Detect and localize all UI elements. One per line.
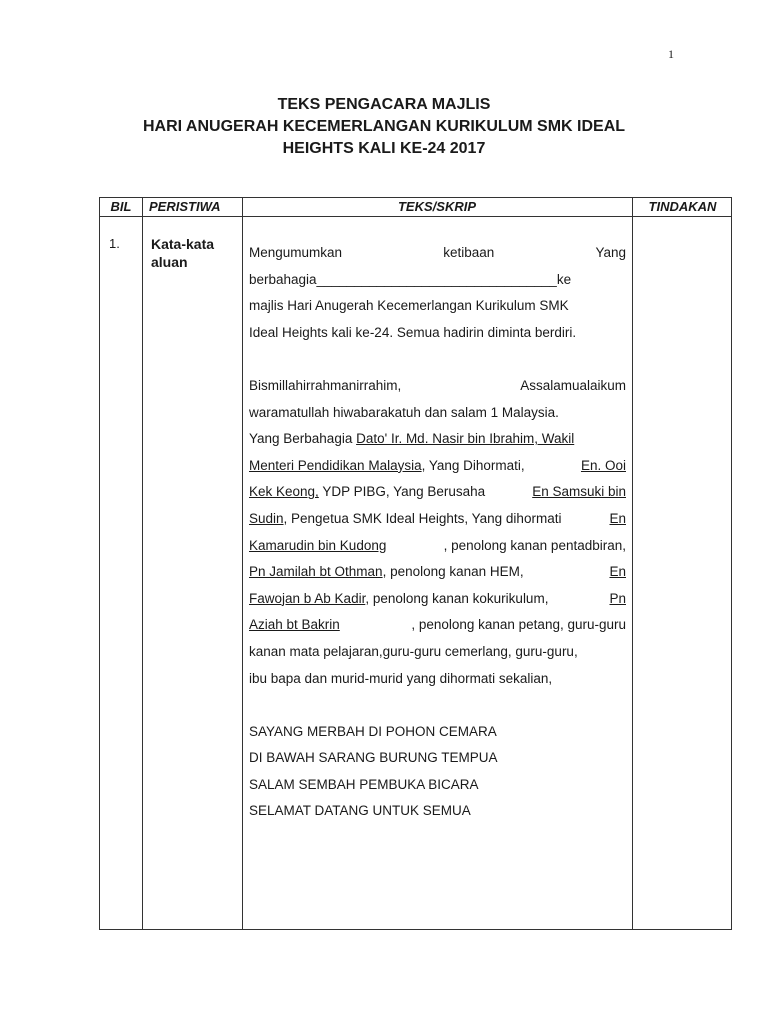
script-line: berbahagia________________________________ke (249, 271, 572, 287)
column-divider (142, 198, 143, 929)
event-name (151, 235, 239, 271)
pantun-line: SAYANG MERBAH DI POHON CEMARA (249, 723, 497, 739)
script-table (99, 197, 732, 930)
text: , Yang Dihormati, (421, 457, 525, 473)
dignitary-name: En (609, 510, 626, 526)
script-line (249, 506, 626, 533)
script-line (249, 533, 626, 560)
paragraph-gap (249, 346, 626, 373)
event-name-line: Kata-kata (151, 236, 215, 252)
pantun-line: SELAMAT DATANG UNTUK SEMUA (249, 803, 471, 819)
script-line: ibu bapa dan murid-murid yang dihormati sekalian, (249, 670, 553, 686)
script-line (249, 479, 626, 506)
text: YDP PIBG, Yang Berusaha (318, 484, 486, 500)
text: Yang Berbahagia (249, 431, 357, 447)
dignitary-name: En Samsuki bin (532, 484, 626, 500)
text: , penolong kanan kokurikulum, (365, 590, 549, 606)
word: Yang (595, 245, 626, 260)
word: Bismillahirrahmanirrahim, (249, 377, 402, 393)
script-line (249, 426, 626, 453)
header-tindakan: TINDAKAN (648, 199, 717, 214)
column-divider (242, 198, 243, 929)
page-number: 1 (668, 47, 674, 61)
title-line-1: TEKS PENGACARA MAJLIS (277, 96, 491, 113)
dignitary-name: Pn (609, 590, 626, 606)
script-line: majlis Hari Anugerah Kecemerlangan Kurikulum SMK (249, 298, 569, 314)
script-line (249, 559, 626, 586)
word: Mengumumkan (249, 245, 343, 260)
script-line (249, 240, 626, 267)
dignitary-name: Pn Jamilah bt Othman (249, 564, 383, 580)
pantun-line: SALAM SEMBAH PEMBUKA BICARA (249, 776, 479, 792)
script-line (249, 373, 626, 400)
document-title (0, 94, 768, 160)
header-bil: BIL (110, 199, 132, 214)
dignitary-name: Menteri Pendidikan Malaysia (249, 457, 422, 473)
text: , penolong kanan HEM, (382, 564, 524, 580)
text: , penolong kanan petang, guru-guru (411, 617, 626, 633)
script-line (249, 612, 626, 639)
dignitary-name: Kamarudin bin Kudong (249, 537, 387, 553)
dignitary-name: Dato' Ir. Md. Nasir bin Ibrahim, Wakil (356, 431, 575, 447)
dignitary-name: Aziah bt Bakrin (249, 617, 340, 633)
script-line: kanan mata pelajaran,guru-guru cemerlang, guru-guru, (249, 643, 578, 659)
script-line (249, 453, 626, 480)
script-text (249, 240, 626, 825)
dignitary-name: En (609, 564, 626, 580)
header-teks-skrip: TEKS/SKRIP (397, 199, 476, 214)
dignitary-name: Fawojan b Ab Kadir (249, 590, 366, 606)
column-divider (632, 198, 633, 929)
text: , penolong kanan pentadbiran, (443, 537, 626, 553)
text: , Pengetua SMK Ideal Heights, Yang dihormati (283, 510, 562, 526)
header-peristiwa: PERISTIWA (149, 199, 221, 214)
script-line: waramatullah hiwabarakatuh dan salam 1 Malaysia. (249, 404, 559, 420)
pantun-line: DI BAWAH SARANG BURUNG TEMPUA (249, 750, 498, 766)
dignitary-name: En. Ooi (580, 457, 626, 473)
script-line (249, 586, 626, 613)
script-line: Ideal Heights kali ke-24. Semua hadirin diminta berdiri. (249, 324, 577, 340)
title-line-2: HARI ANUGERAH KECEMERLANGAN KURIKULUM SMK IDEAL (142, 118, 626, 135)
event-name-line: aluan (151, 254, 188, 270)
dignitary-name: Sudin (249, 510, 284, 526)
word: ketibaan (443, 245, 495, 260)
title-line-3: HEIGHTS KALI KE-24 2017 (282, 140, 486, 157)
dignitary-name: Kek Keong, (249, 484, 319, 500)
header-divider (100, 216, 731, 217)
row-number: 1. (109, 236, 120, 251)
word: Assalamualaikum (520, 377, 626, 393)
paragraph-gap (249, 692, 626, 719)
